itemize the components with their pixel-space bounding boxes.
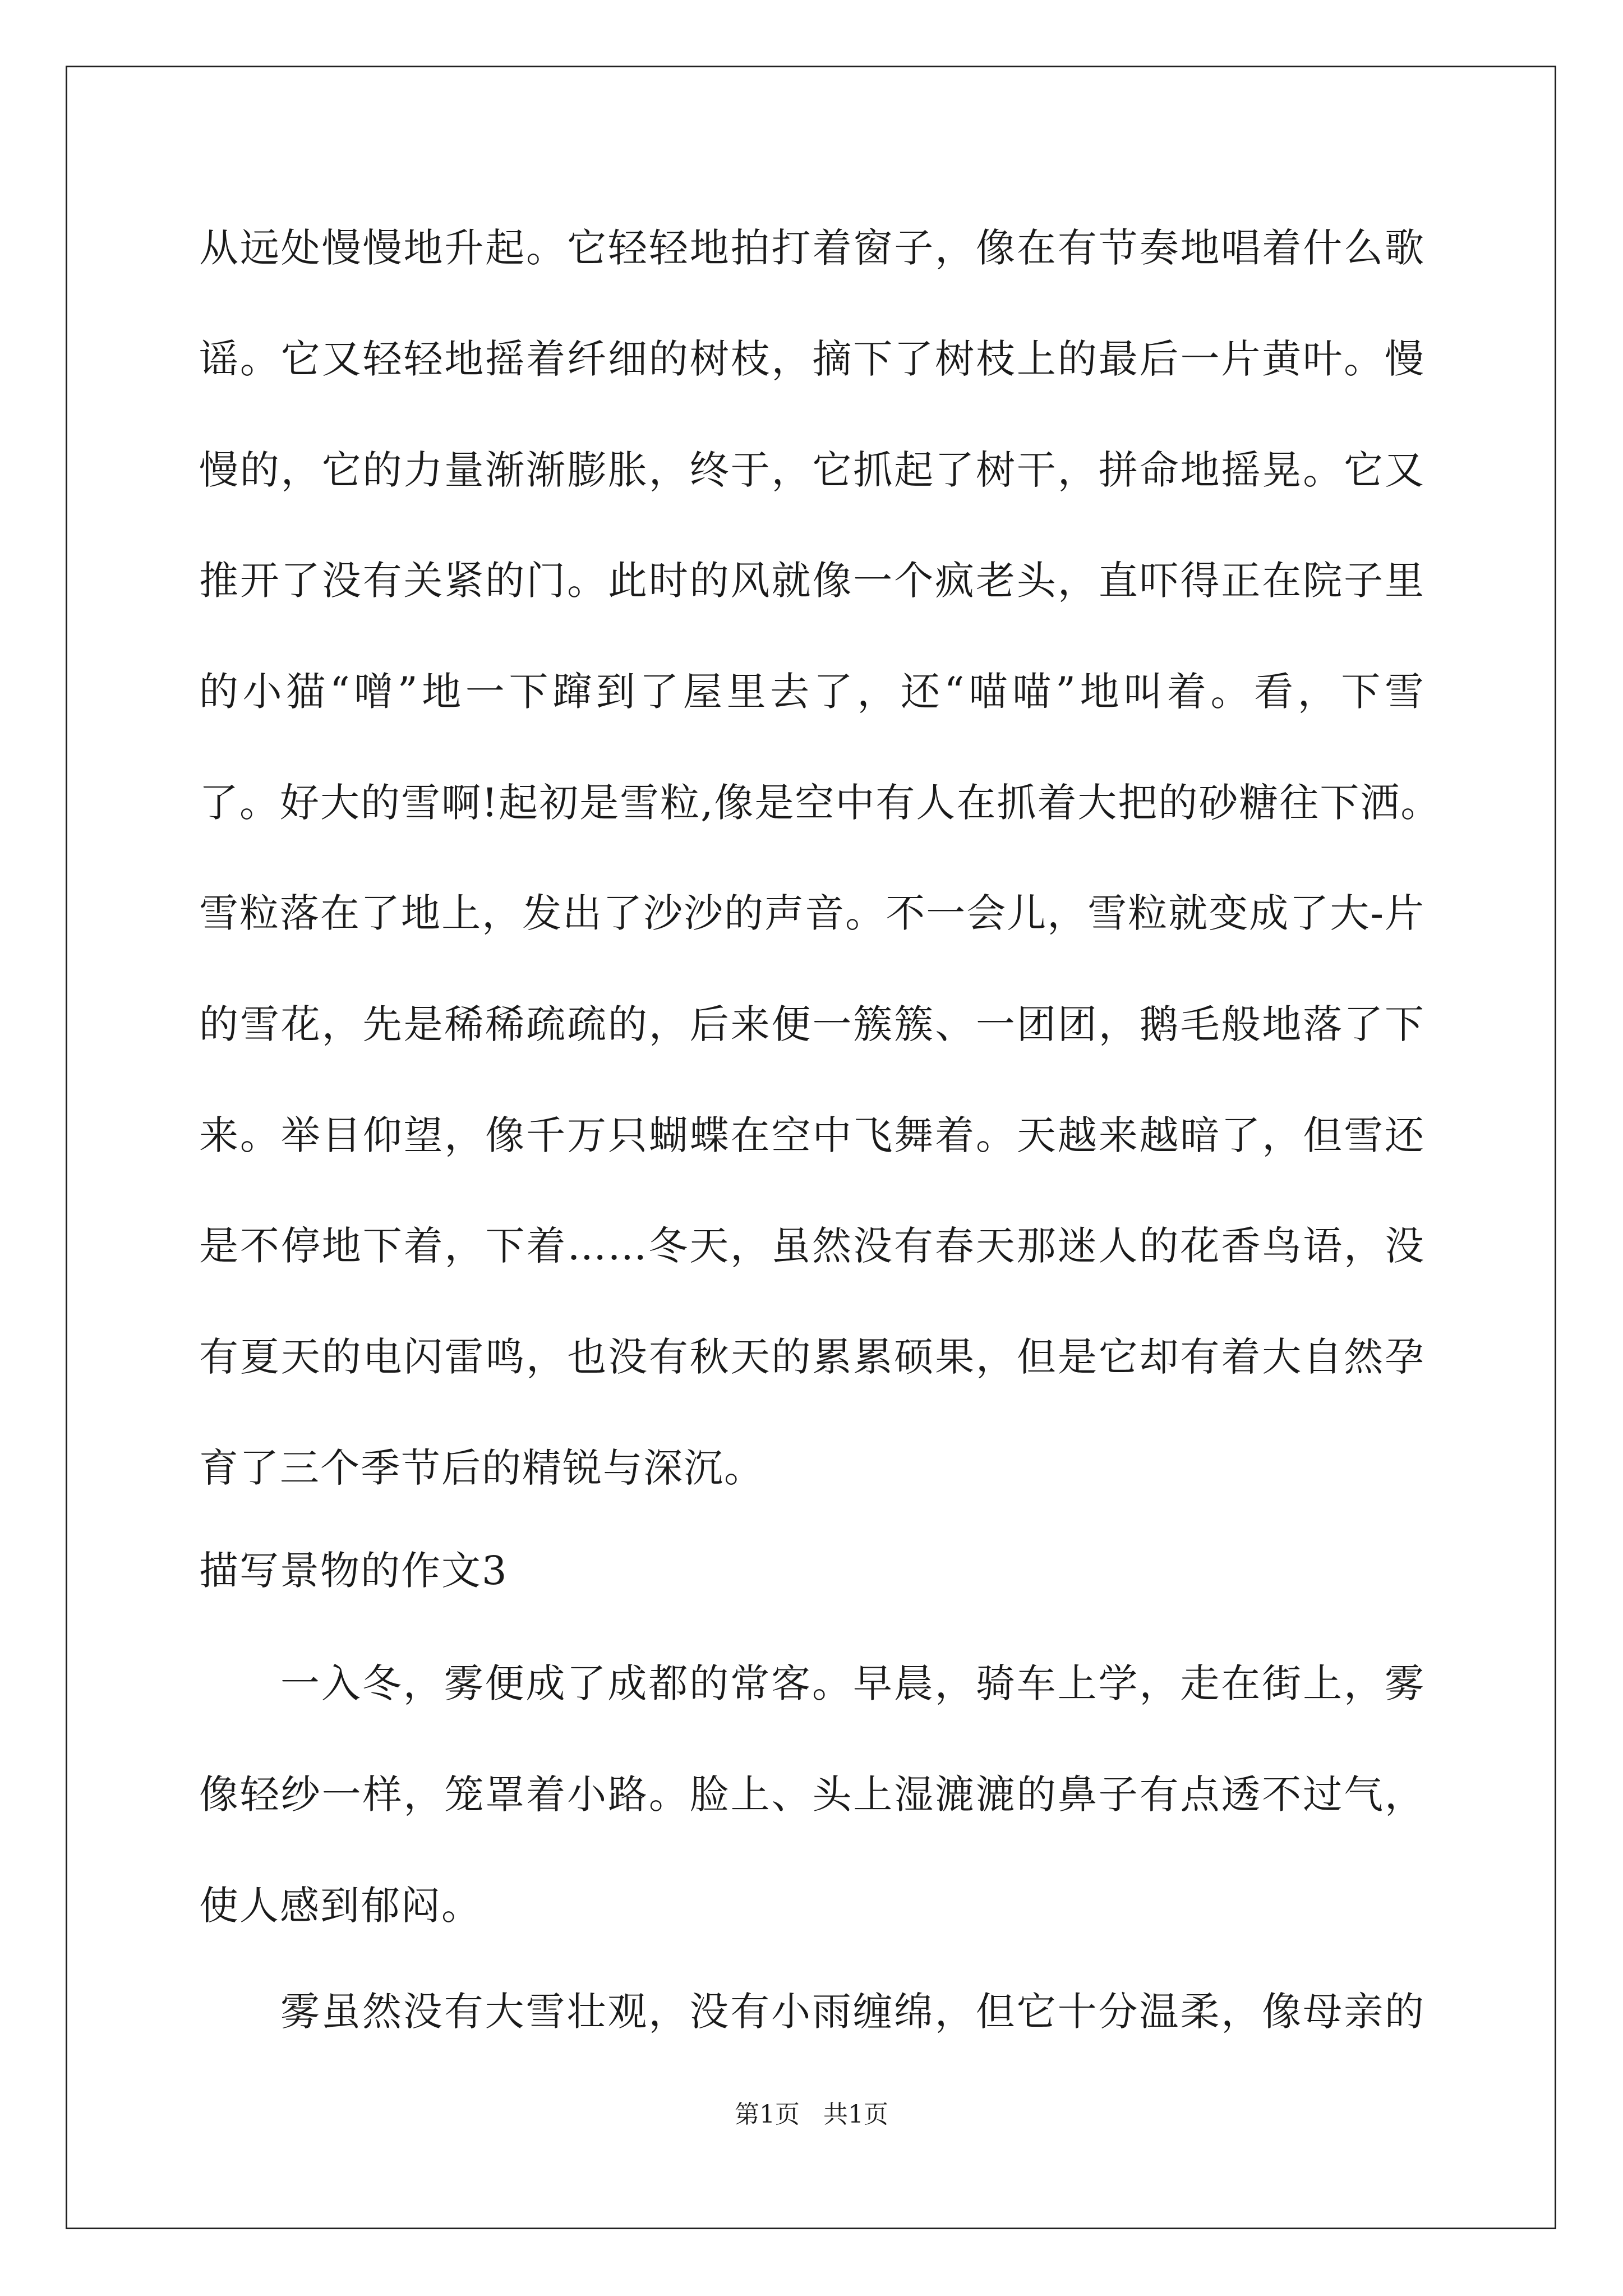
- paragraph-1-line-1: 从远处慢慢地升起。它轻轻地拍打着窗子，像在有节奏地唱着什么歌: [199, 225, 1425, 271]
- page-footer: 第1页 共1页: [735, 2100, 888, 2129]
- paragraph-1-line-6: 了。好大的雪啊!起初是雪粒,像是空中有人在抓着大把的砂糖往下洒。: [199, 780, 1441, 826]
- paragraph-2-line-1: 一入冬，雾便成了成都的常客。早晨，骑车上学，走在街上，雾: [280, 1660, 1425, 1706]
- paragraph-1-line-2: 谣。它又轻轻地摇着纤细的树枝，摘下了树枝上的最后一片黄叶。慢: [199, 336, 1425, 382]
- section-heading: 描写景物的作文3: [199, 1548, 508, 1594]
- paragraph-1-line-5: 的小猫“噌”地一下蹿到了屋里去了，还“喵喵”地叫着。看，下雪: [199, 669, 1425, 715]
- paragraph-3-line-1: 雾虽然没有大雪壮观，没有小雨缠绵，但它十分温柔，像母亲的: [280, 1989, 1425, 2035]
- paragraph-2-line-2: 像轻纱一样，笼罩着小路。脸上、头上湿漉漉的鼻子有点透不过气，: [199, 1772, 1425, 1818]
- paragraph-1-line-4: 推开了没有关紧的门。此时的风就像一个疯老头，直吓得正在院子里: [199, 558, 1425, 604]
- paragraph-1-line-7: 雪粒落在了地上，发出了沙沙的声音。不一会儿，雪粒就变成了大-片: [199, 890, 1425, 936]
- paragraph-2-line-3: 使人感到郁闷。: [199, 1883, 482, 1929]
- paragraph-1-line-12: 育了三个季节后的精锐与深沉。: [199, 1445, 764, 1491]
- paragraph-1-line-11: 有夏天的电闪雷鸣，也没有秋天的累累硕果，但是它却有着大自然孕: [199, 1334, 1425, 1380]
- paragraph-1-line-10: 是不停地下着，下着……冬天，虽然没有春天那迷人的花香鸟语，没: [199, 1223, 1425, 1269]
- paragraph-1-line-3: 慢的，它的力量渐渐膨胀，终于，它抓起了树干，拼命地摇晃。它又: [199, 447, 1425, 493]
- paragraph-1-line-8: 的雪花，先是稀稀疏疏的，后来便一簇簇、一团团，鹅毛般地落了下: [199, 1001, 1425, 1047]
- paragraph-1-line-9: 来。举目仰望，像千万只蝴蝶在空中飞舞着。天越来越暗了，但雪还: [199, 1112, 1425, 1158]
